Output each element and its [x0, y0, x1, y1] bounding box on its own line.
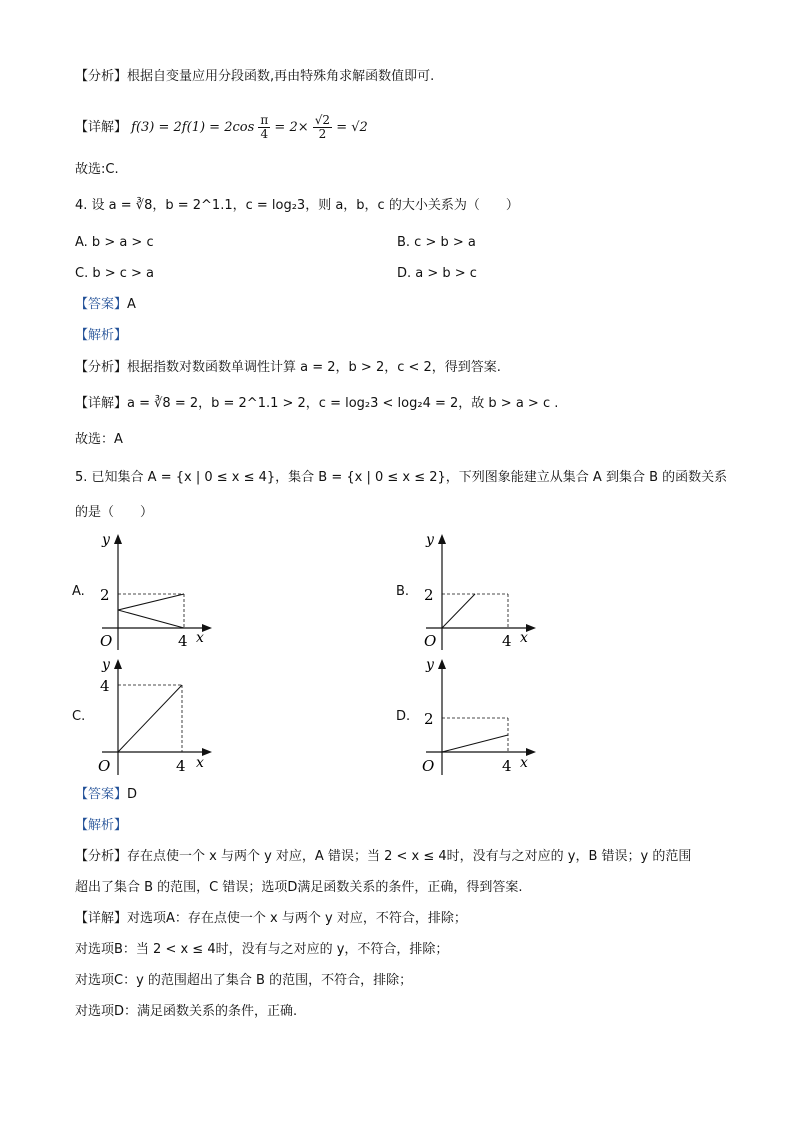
- graph-b: [414, 530, 544, 655]
- graph-b-tick-4: 4: [502, 632, 512, 650]
- graph-d-label: D.: [396, 709, 411, 724]
- q5-detail-line1: [75, 910, 467, 928]
- q4-option-d: D. a > b > c: [397, 266, 477, 281]
- q5-detail-line4: 对选项D：满足函数关系的条件，正确.: [75, 1004, 298, 1019]
- graph-b-tick-2: 2: [424, 586, 434, 604]
- q4-answer-line: [75, 296, 136, 314]
- graph-a-tick-2: 2: [100, 586, 110, 604]
- q4-analysis-line: [75, 359, 501, 377]
- q4-option-c: C. b > c > a: [75, 266, 155, 281]
- q4-conclusion: 故选：A: [75, 432, 123, 447]
- q5-stem-line1: 5. 已知集合 A = {x | 0 ≤ x ≤ 4}，集合 B = {x | 0 ≤ x ≤ 2}，下列图象能建立从集合 A 到集合 B 的函数关系: [75, 470, 728, 485]
- detail-formula-mid: = 2×: [274, 120, 309, 135]
- graph-c-y-label: y: [102, 657, 110, 673]
- graph-c-tick-4x: 4: [176, 757, 186, 775]
- q4-detail-line: [75, 395, 558, 413]
- q4-option-b: B. c > b > a: [397, 235, 476, 250]
- graph-a-tick-4: 4: [178, 632, 188, 650]
- detail-tag: 【详解】: [75, 911, 128, 926]
- analysis-text: 根据自变量应用分段函数,再由特殊角求解函数值即可.: [127, 69, 435, 84]
- graph-d: [414, 655, 544, 780]
- q4-stem: 4. 设 a = ∛8，b = 2^1.1，c = log₂3，则 a，b，c 的大小关系为（ ）: [75, 198, 519, 213]
- graph-d-origin: O: [422, 757, 435, 775]
- q5-detail-line2: 对选项B：当 2 < x ≤ 4时，没有与之对应的 y，不符合，排除；: [75, 942, 449, 957]
- q4-solution-tag: 【解析】: [75, 328, 128, 343]
- graph-d-tick-2: 2: [424, 710, 434, 728]
- q3-detail-line: [75, 114, 368, 141]
- graph-a-origin: O: [100, 632, 113, 650]
- q5-solution-tag: 【解析】: [75, 818, 128, 833]
- graph-a-y-label: y: [102, 532, 110, 548]
- q5-answer-line: [75, 786, 137, 804]
- detail-formula-end: = √2: [336, 120, 368, 135]
- graph-d-x-label: x: [520, 755, 528, 771]
- graph-a-label: A.: [72, 584, 85, 599]
- graph-c: [90, 655, 220, 780]
- graph-b-x-label: x: [520, 630, 528, 646]
- graph-a: [90, 530, 220, 655]
- fraction-pi-over-4: $\frac{\pi}{4}$: [260, 113, 269, 141]
- graph-a-x-label: x: [196, 630, 204, 646]
- answer-value: A: [127, 297, 136, 312]
- q3-conclusion: 故选:C.: [75, 162, 119, 177]
- fraction-root2-over-2: $\frac{√2}{2}$: [314, 113, 331, 141]
- analysis-tag: 【分析】: [75, 360, 128, 375]
- q4-option-a: A. b > a > c: [75, 235, 154, 250]
- q3-analysis-line: [75, 68, 434, 86]
- graph-c-label: C.: [72, 709, 86, 724]
- answer-value: D: [127, 787, 138, 802]
- graph-b-label: B.: [396, 584, 410, 599]
- analysis-text: 根据指数对数函数单调性计算 a = 2，b > 2，c < 2，得到答案.: [127, 360, 501, 375]
- q5-stem-line2: 的是（ ）: [75, 505, 154, 520]
- graph-b-origin: O: [424, 632, 437, 650]
- q5-analysis-line2: 超出了集合 B 的范围，C 错误；选项D满足函数关系的条件，正确，得到答案.: [75, 880, 523, 895]
- graph-c-tick-4y: 4: [100, 677, 110, 695]
- analysis-text-1: 存在点使一个 x 与两个 y 对应，A 错误；当 2 < x ≤ 4时，没有与之对应的 y，B 错误；y 的范围: [127, 849, 692, 864]
- q5-analysis-line1: [75, 848, 691, 866]
- detail-text-1: 对选项A：存在点使一个 x 与两个 y 对应，不符合，排除；: [127, 911, 467, 926]
- answer-tag: 【答案】: [75, 787, 128, 802]
- detail-tag: 【详解】: [75, 396, 128, 411]
- graph-b-y-label: y: [426, 532, 434, 548]
- analysis-tag: 【分析】: [75, 849, 128, 864]
- answer-tag: 【答案】: [75, 297, 128, 312]
- detail-text: a = ∛8 = 2，b = 2^1.1 > 2，c = log₂3 < log₂4 = 2，故 b > a > c .: [127, 396, 559, 411]
- detail-tag: 【详解】: [75, 120, 128, 135]
- analysis-tag: 【分析】: [75, 69, 128, 84]
- detail-formula-start: f(3) = 2f(1) = 2cos: [131, 120, 255, 135]
- graph-c-origin: O: [98, 757, 111, 775]
- q5-detail-line3: 对选项C：y 的范围超出了集合 B 的范围，不符合，排除；: [75, 973, 413, 988]
- graph-c-x-label: x: [196, 755, 204, 771]
- graph-d-tick-4: 4: [502, 757, 512, 775]
- graph-d-y-label: y: [426, 657, 434, 673]
